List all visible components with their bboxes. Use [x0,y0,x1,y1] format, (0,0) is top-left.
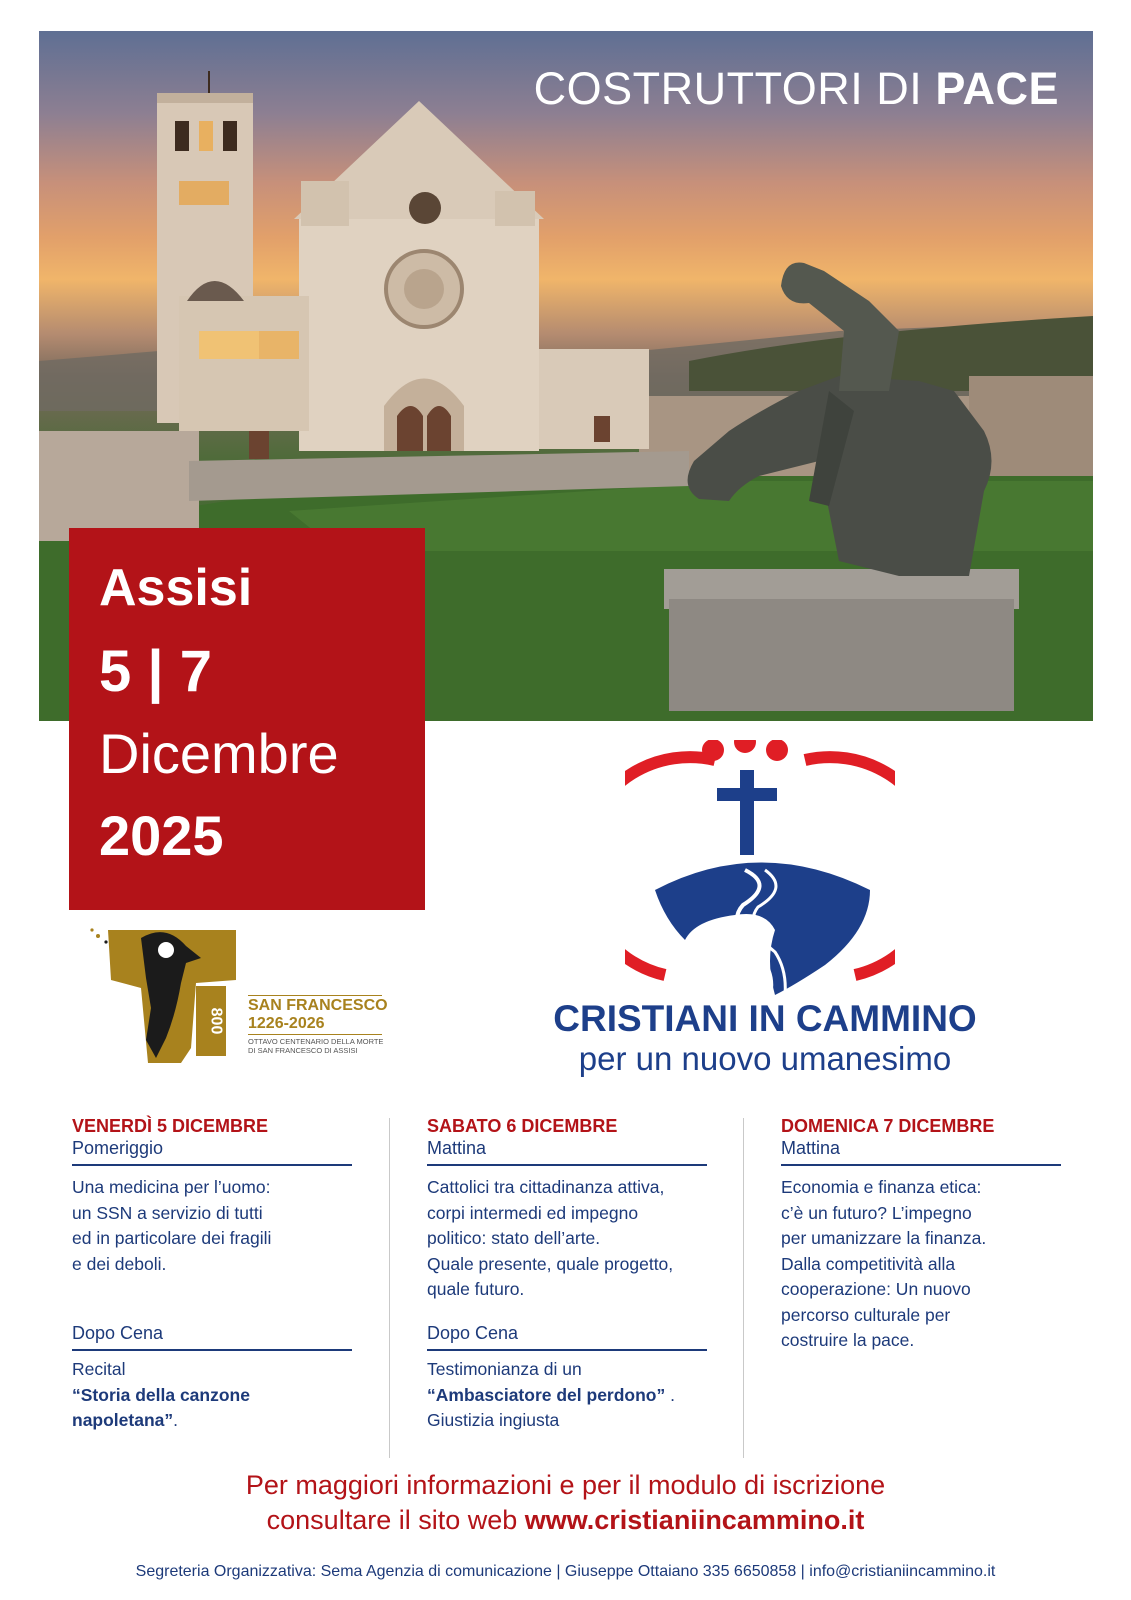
program-day-label: DOMENICA 7 DICEMBRE [781,1116,995,1136]
divider [427,1164,707,1166]
program-day-label: VENERDÌ 5 DICEMBRE [72,1116,269,1136]
divider [427,1349,707,1351]
organization-tagline: per un nuovo umanesimo [578,1040,952,1077]
program-day-sunday [781,1116,1061,1354]
program-part-label: Mattina [427,1138,487,1158]
event-date-box [69,528,425,910]
column-divider [389,1118,390,1458]
program-evening-saturday [427,1323,707,1434]
hero-title: COSTRUTTORI DI PACE [533,63,1059,114]
program-day-label: SABATO 6 DICEMBRE [427,1116,618,1136]
event-city: Assisi [99,559,253,617]
program-day-friday [72,1116,352,1277]
program-part-label: Dopo Cena [72,1323,164,1343]
column-divider [743,1118,744,1458]
program-text: Testimonianza di un “Ambasciatore del perdono” . Giustizia ingiusta [427,1359,675,1430]
program-day-saturday [427,1116,707,1303]
san-francesco-caption: OTTAVO CENTENARIO DELLA MORTE [248,1037,384,1046]
program-part-label: Dopo Cena [427,1323,519,1343]
san-francesco-caption: DI SAN FRANCESCO DI ASSISI [248,1046,358,1055]
program-text: Una medicina per l’uomo: un SSN a servizio di tutti ed in particolare dei fragili e dei deboli. [72,1177,272,1274]
san-francesco-number: 800 [207,1007,225,1035]
organization-name: CRISTIANI IN CAMMINO [553,998,977,1039]
program-evening-friday [72,1323,352,1434]
divider [72,1164,352,1166]
program-part-label: Pomeriggio [72,1138,164,1158]
san-francesco-years: 1226-2026 [248,1015,325,1032]
program-text: Economia e finanza etica: c’è un futuro? L’impegno per umanizzare la finanza. Dalla competitività alla cooperazione: Un nuovo percorso culturale per costruire la pace. [781,1177,987,1350]
san-francesco-title: SAN FRANCESCO [248,997,388,1014]
divider [781,1164,1061,1166]
divider [72,1349,352,1351]
footer-contacts: Segreteria Organizzativa: Sema Agenzia di comunicazione | Giuseppe Ottaiano 335 6650858 | info@cristianiincammino.it [135,1563,996,1580]
website-link[interactable]: www.cristianiincammino.it [524,1505,865,1535]
event-days: 5 | 7 [99,639,212,704]
divider [248,1034,382,1035]
event-year: 2025 [99,804,224,867]
event-month: Dicembre [99,722,339,785]
program-text: Cattolici tra cittadinanza attiva, corpi intermedi ed impegno politico: stato dell’arte. Quale presente, quale progetto, quale futuro. [427,1177,674,1299]
cristiani-in-cammino-logo-icon [625,740,895,1000]
info-website-line: consultare il sito web www.cristianiincammino.it [266,1505,865,1535]
program-text: Recital “Storia della canzone napoletana”. [72,1359,250,1430]
info-line: Per maggiori informazioni e per il modulo di iscrizione [245,1470,886,1500]
program-part-label: Mattina [781,1138,841,1158]
divider [248,995,382,996]
